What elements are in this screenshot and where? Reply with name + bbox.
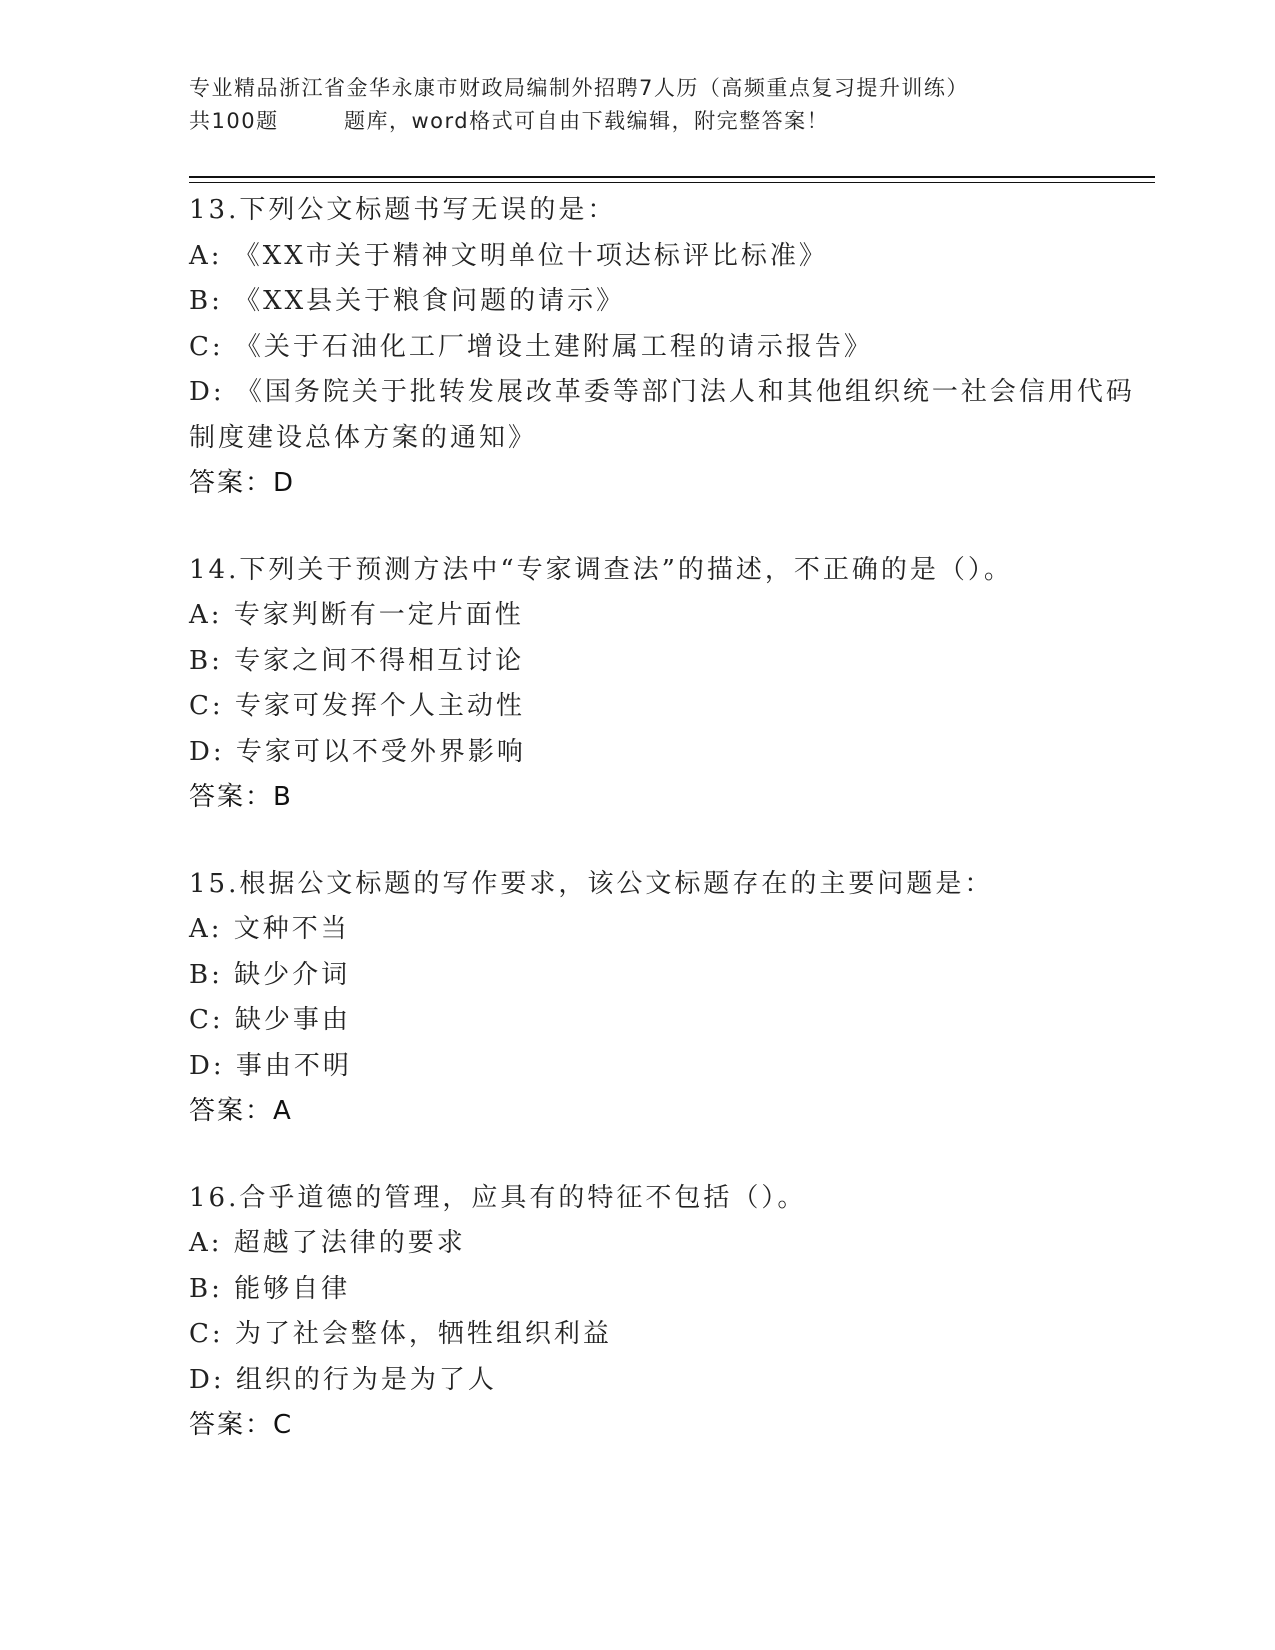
- option-d: D: 《国务院关于批转发展改革委等部门法人和其他组织统一社会信用代码制度建设总体方案的通知》: [189, 377, 1135, 453]
- option-c: C: 《关于石油化工厂增设土建附属工程的请示报告》: [189, 331, 873, 362]
- question-14: [189, 548, 1149, 821]
- question-stem: 14.下列关于预测方法中“专家调查法”的描述，不正确的是（）。: [189, 554, 1013, 585]
- option-b: B: 专家之间不得相互讨论: [189, 645, 525, 676]
- answer-line: 答案：B: [189, 782, 293, 812]
- header-rule-thick: [189, 176, 1155, 178]
- option-a: A: 超越了法律的要求: [189, 1228, 466, 1258]
- document-header: [189, 72, 1139, 138]
- question-13: [189, 188, 1149, 507]
- question-16: [189, 1176, 1149, 1449]
- question-15: [189, 862, 1149, 1135]
- answer-line: 答案：C: [189, 1410, 294, 1440]
- option-c: C: 缺少事由: [189, 1005, 351, 1035]
- option-c: C: 为了社会整体，牺牲组织利益: [189, 1319, 612, 1349]
- option-b: B: 《XX县关于粮食问题的请示》: [189, 286, 626, 316]
- option-d: D: 专家可以不受外界影响: [189, 736, 526, 767]
- option-d: D: 事由不明: [189, 1050, 352, 1081]
- question-list: [189, 188, 1149, 1490]
- answer-line: 答案：A: [189, 1096, 293, 1126]
- answer-line: 答案：D: [189, 468, 296, 498]
- option-a: A: 《XX市关于精神文明单位十项达标评比标准》: [189, 240, 828, 271]
- question-stem: 15.根据公文标题的写作要求，该公文标题存在的主要问题是：: [189, 868, 994, 899]
- option-b: B: 能够自律: [189, 1273, 351, 1304]
- option-a: A: 专家判断有一定片面性: [189, 600, 524, 630]
- question-stem: 16.合乎道德的管理，应具有的特征不包括（）。: [189, 1182, 807, 1213]
- option-a: A: 文种不当: [189, 914, 350, 944]
- header-rule-thin: [189, 182, 1155, 183]
- question-stem: 13.下列公文标题书写无误的是：: [189, 195, 617, 225]
- option-d: D: 组织的行为是为了人: [189, 1364, 497, 1395]
- option-b: B: 缺少介词: [189, 959, 351, 990]
- document-subtitle-line: 共100题 题库，word格式可自由下载编辑，附完整答案！: [189, 109, 830, 133]
- document-title-line: 专业精品浙江省金华永康市财政局编制外招聘7人历（高频重点复习提升训练）: [189, 76, 969, 100]
- option-c: C: 专家可发挥个人主动性: [189, 691, 525, 721]
